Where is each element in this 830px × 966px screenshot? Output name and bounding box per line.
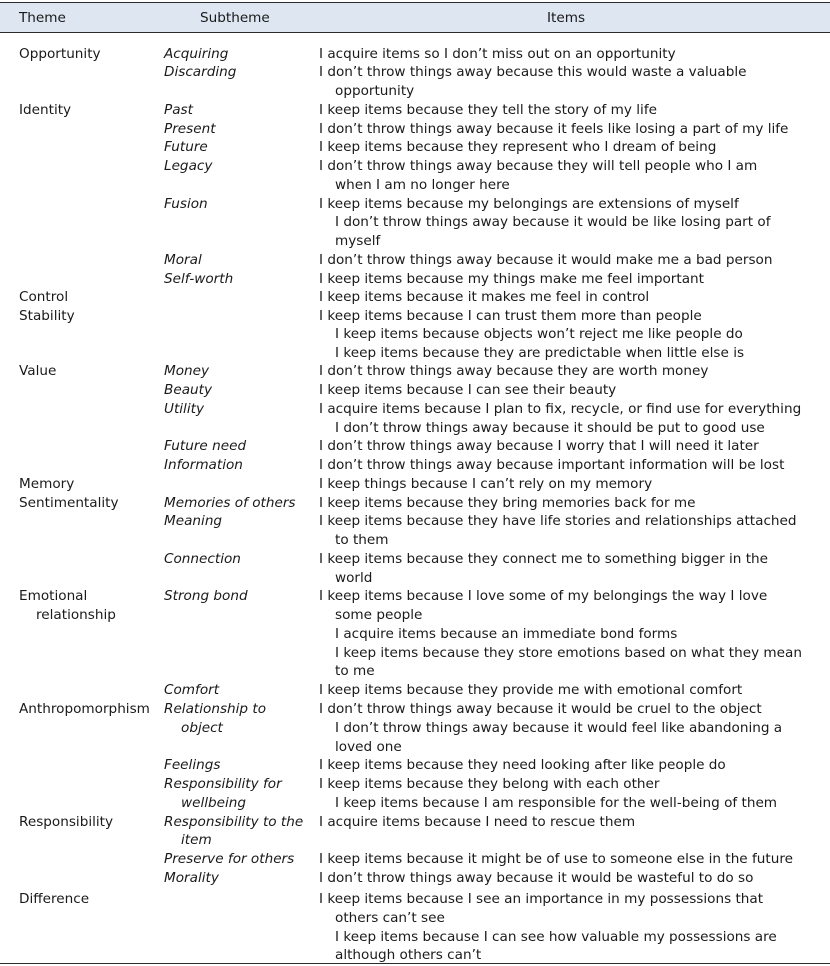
- header-theme: Theme: [19, 10, 66, 26]
- subtheme-cell: Morality: [164, 870, 219, 886]
- subtheme-cell: Comfort: [164, 682, 220, 698]
- item-line: I don’t throw things away because it would be wasteful to do so: [319, 870, 754, 886]
- item-line: I don’t throw things away because important information will be lost: [319, 457, 785, 473]
- item-line: I keep items because they store emotions based on what they mean: [335, 645, 802, 661]
- item-line: I keep items because I am responsible for the well-being of them: [335, 795, 778, 811]
- item-line: I acquire items because an immediate bond forms: [335, 626, 678, 642]
- subtheme-cell: wellbeing: [181, 795, 247, 811]
- item-line: I don’t throw things away because it would make me a bad person: [319, 252, 773, 268]
- theme-cell: relationship: [36, 607, 116, 623]
- item-line: I keep items because I see an importance in my possessions that: [319, 891, 764, 907]
- subtheme-cell: Meaning: [164, 513, 223, 529]
- item-line: loved one: [335, 739, 402, 755]
- item-line: I don’t throw things away because it feels like losing a part of my life: [319, 121, 789, 137]
- theme-cell: Control: [19, 289, 69, 305]
- subtheme-cell: Money: [164, 363, 210, 379]
- item-line: I keep items because they need looking after like people do: [319, 757, 726, 773]
- theme-cell: Emotional: [19, 588, 88, 604]
- subtheme-cell: Self-worth: [164, 271, 234, 287]
- theme-cell: Memory: [19, 476, 75, 492]
- subtheme-cell: Responsibility for: [164, 776, 282, 792]
- subtheme-cell: Present: [164, 121, 216, 137]
- item-line: some people: [335, 607, 423, 623]
- item-line: I don’t throw things away because they will tell people who I am: [319, 158, 758, 174]
- subtheme-cell: Strong bond: [164, 588, 248, 604]
- subtheme-cell: Moral: [164, 252, 202, 268]
- theme-cell: Anthropomorphism: [19, 701, 150, 717]
- subtheme-cell: Preserve for others: [164, 851, 295, 867]
- subtheme-cell: Feelings: [164, 757, 221, 773]
- item-line: I don’t throw things away because they are worth money: [319, 363, 709, 379]
- subtheme-cell: Beauty: [164, 382, 213, 398]
- item-line: I keep items because it makes me feel in control: [319, 289, 650, 305]
- item-line: to me: [335, 663, 375, 679]
- item-line: I keep items because they belong with each other: [319, 776, 660, 792]
- subtheme-cell: Utility: [164, 401, 204, 417]
- table-header: [0, 2, 830, 33]
- item-line: although others can’t: [335, 947, 482, 963]
- theme-cell: Identity: [19, 102, 72, 118]
- item-line: I don’t throw things away because it would feel like abandoning a: [335, 720, 783, 736]
- item-line: I keep items because they are predictable when little else is: [335, 345, 745, 361]
- item-line: myself: [335, 233, 381, 249]
- subtheme-cell: Future need: [164, 438, 247, 454]
- item-line: I don’t throw things away because it should be put to good use: [335, 420, 765, 436]
- item-line: I acquire items because I need to rescue them: [319, 814, 636, 830]
- header-subtheme: Subtheme: [200, 10, 270, 26]
- item-line: when I am no longer here: [335, 177, 510, 193]
- subtheme-cell: Connection: [164, 551, 241, 567]
- subtheme-cell: Fusion: [164, 196, 208, 212]
- item-line: opportunity: [335, 83, 415, 99]
- theme-cell: Opportunity: [19, 46, 101, 62]
- theme-cell: Value: [19, 363, 57, 379]
- item-line: world: [335, 570, 373, 586]
- item-line: I acquire items so I don’t miss out on an opportunity: [319, 46, 676, 62]
- item-line: I keep items because I can see their beauty: [319, 382, 617, 398]
- item-line: I keep things because I can’t rely on my memory: [319, 476, 653, 492]
- item-line: I don’t throw things away because it would be like losing part of: [335, 214, 771, 230]
- item-line: I keep items because they have life stories and relationships attached: [319, 513, 797, 529]
- theme-cell: Responsibility: [19, 814, 114, 830]
- subtheme-cell: Past: [164, 102, 193, 118]
- subtheme-cell: item: [181, 832, 212, 848]
- subtheme-cell: Legacy: [164, 158, 213, 174]
- item-line: I keep items because my belongings are extensions of myself: [319, 196, 739, 212]
- item-line: I keep items because my things make me feel important: [319, 271, 705, 287]
- theme-cell: Sentimentality: [19, 495, 119, 511]
- subtheme-cell: Information: [164, 457, 243, 473]
- subtheme-cell: Discarding: [164, 64, 237, 80]
- theme-cell: Difference: [19, 891, 90, 907]
- item-line: I keep items because I can trust them more than people: [319, 308, 702, 324]
- item-line: I keep items because they represent who I dream of being: [319, 139, 717, 155]
- theme-cell: Stability: [19, 308, 75, 324]
- item-line: I keep items because they provide me with emotional comfort: [319, 682, 743, 698]
- header-items: Items: [547, 10, 586, 26]
- bottom-rule: [0, 963, 830, 964]
- subtheme-cell: Future: [164, 139, 208, 155]
- item-line: I don’t throw things away because it would be cruel to the object: [319, 701, 762, 717]
- item-line: to them: [335, 532, 389, 548]
- item-line: others can’t see: [335, 910, 445, 926]
- item-line: I don’t throw things away because this would waste a valuable: [319, 64, 747, 80]
- item-line: I keep items because I love some of my belongings the way I love: [319, 588, 768, 604]
- item-line: I acquire items because I plan to fix, recycle, or find use for everything: [319, 401, 802, 417]
- item-line: I keep items because they tell the story of my life: [319, 102, 657, 118]
- subtheme-cell: Responsibility to the: [164, 814, 304, 830]
- subtheme-cell: object: [181, 720, 223, 736]
- item-line: I keep items because objects won’t reject me like people do: [335, 326, 743, 342]
- subtheme-cell: Memories of others: [164, 495, 296, 511]
- subtheme-cell: Acquiring: [164, 46, 229, 62]
- item-line: I keep items because they connect me to something bigger in the: [319, 551, 769, 567]
- item-line: I keep items because they bring memories back for me: [319, 495, 696, 511]
- subtheme-cell: Relationship to: [164, 701, 267, 717]
- item-line: I keep items because it might be of use to someone else in the future: [319, 851, 793, 867]
- item-line: I keep items because I can see how valuable my possessions are: [335, 929, 777, 945]
- item-line: I don’t throw things away because I worry that I will need it later: [319, 438, 759, 454]
